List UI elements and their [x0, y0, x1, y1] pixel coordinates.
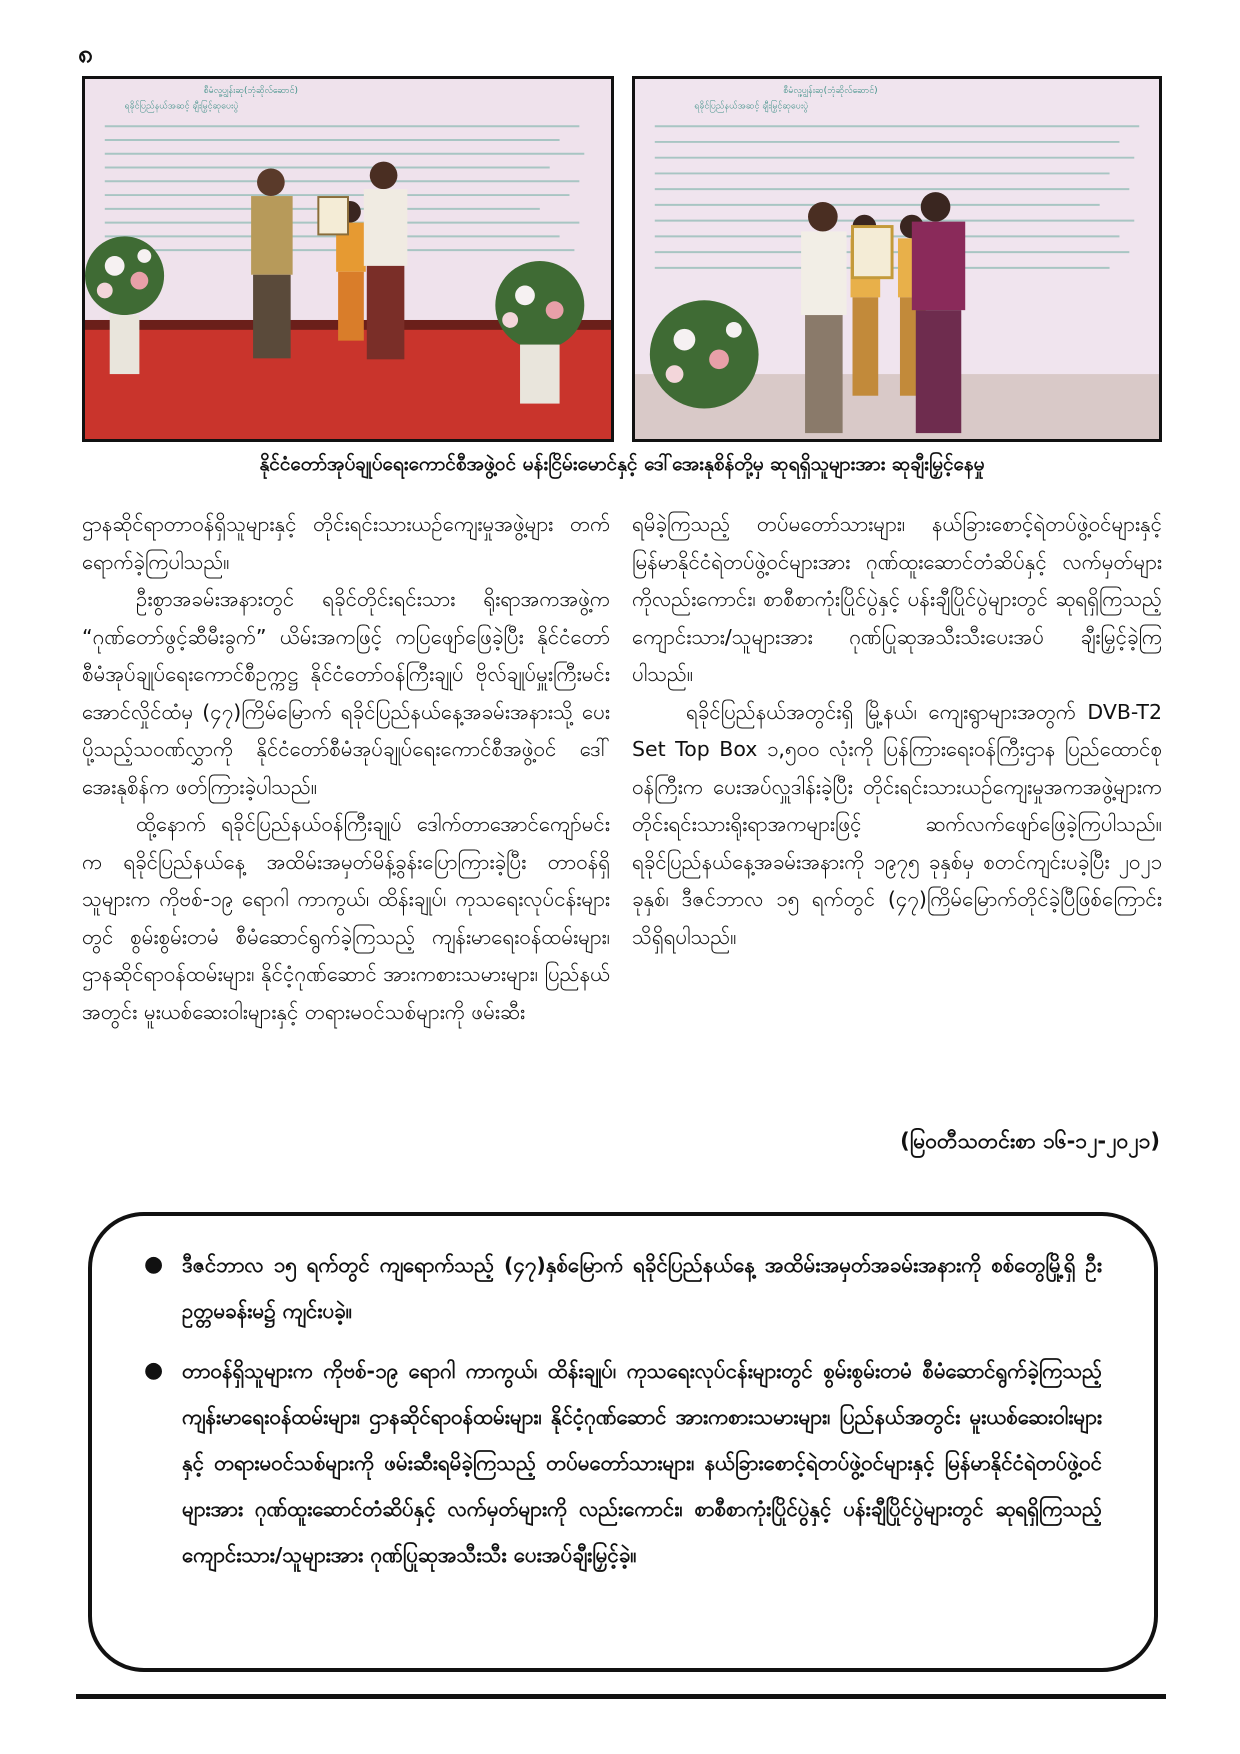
summary-text: တာဝန်ရှိသူများက ကိုဗစ်-၁၉ ရောဂါ ကာကွယ်၊ ထိန်းချုပ်၊ ကုသရေးလုပ်ငန်းများတွင် စွမ်းစွမ်းတမံ စီမံဆောင်ရွက်ခဲ့ကြသည့် ကျန်းမာရေးဝန်ထမ်းများ၊ ဌာနဆိုင်ရာဝန်ထမ်းများ၊ နိုင်ငံ့ဂုဏ်ဆောင် အားကစားသမားများ၊ ပြည်နယ်အတွင်း မူးယစ်ဆေးဝါးများနှင့် တရားမဝင်သစ်များကို ဖမ်းဆီးရမိခဲ့ကြသည့် တပ်မတော်သားများ၊ နယ်ခြားစောင့်ရဲတပ်ဖွဲ့ဝင်များနှင့် မြန်မာနိုင်ငံရဲတပ်ဖွဲ့ဝင်များအား ဂုဏ်ထူးဆောင်တံဆိပ်နှင့် လက်မှတ်များကို လည်းကောင်း၊ စာစီစာကုံးပြိုင်ပွဲနှင့် ပန်းချီပြိုင်ပွဲများတွင် ဆုရရှိကြသည့် ကျောင်းသား/သူများအား ဂုဏ်ပြုဆုအသီးသီး ပေးအပ်ချီးမြှင့်ခဲ့။	[182, 1359, 1102, 1567]
paragraph: ထို့နောက် ရခိုင်ပြည်နယ်ဝန်ကြီးချုပ် ဒေါက်တာအောင်ကျော်မင်းက ရခိုင်ပြည်နယ်နေ့ အထိမ်းအမှတ်မိန့်ခွန်းပြောကြားခဲ့ပြီး တာဝန်ရှိသူများက ကိုဗစ်-၁၉ ရောဂါ ကာကွယ်၊ ထိန်းချုပ်၊ ကုသရေးလုပ်ငန်းများတွင် စွမ်းစွမ်းတမံ စီမံဆောင်ရွက်ခဲ့ကြသည့် ကျန်းမာရေးဝန်ထမ်းများ၊ ဌာနဆိုင်ရာဝန်ထမ်းများ၊ နိုင်ငံ့ဂုဏ်ဆောင် အားကစားသမားများ၊ ပြည်နယ်အတွင်း မူးယစ်ဆေးဝါးများနှင့် တရားမဝင်သစ်များကို ဖမ်းဆီး	[82, 812, 610, 1024]
person-left	[251, 169, 293, 359]
flower-arrangement-left	[650, 300, 759, 408]
summary-box	[88, 1212, 1158, 1672]
award-photo-left	[82, 76, 614, 442]
paragraph: ဌာနဆိုင်ရာတာဝန်ရှိသူများနှင့် တိုင်းရင်းသားယဉ်ကျေးမှုအဖွဲ့များ တက်ရောက်ခဲ့ကြပါသည်။	[82, 512, 610, 574]
award-photo-left-image	[85, 79, 611, 439]
footer-divider	[76, 1694, 1166, 1699]
summary-item	[144, 1242, 1102, 1334]
screen-heading: စီမံလူ့ပျွန်းဆု(ဘုံဆိုလ်ဆောင်)	[203, 85, 298, 96]
page-number: ၈	[78, 39, 93, 69]
award-photo-right	[632, 76, 1162, 442]
person-right	[912, 192, 965, 433]
certificate	[318, 197, 348, 234]
article-column-left	[82, 506, 610, 1031]
bullet-icon: ●	[144, 1252, 164, 1277]
paragraph: ရခိုင်ပြည်နယ်အတွင်းရှိ မြို့နယ်၊ ကျေးရွာများအတွက် DVB-T2 Set Top Box ၁,၅၀၀ လုံးကို ပြန်ကြားရေးဝန်ကြီးဌာန ပြည်ထောင်စုဝန်ကြီးက ပေးအပ်လှူဒါန်းခဲ့ပြီး တိုင်းရင်းသားယဉ်ကျေးမှုအကအဖွဲ့များက တိုင်းရင်းသားရိုးရာအကများဖြင့် ဆက်လက်ဖျော်ဖြေခဲ့ကြပါသည်။ ရခိုင်ပြည်နယ်နေ့အခမ်းအနားကို ၁၉၇၅ ခုနှစ်မှ စတင်ကျင်းပခဲ့ပြီး ၂၀၂၁ ခုနှစ်၊ ဒီဇင်ဘာလ ၁၅ ရက်တွင် (၄၇)ကြိမ်မြောက်တိုင်ခဲ့ပြီဖြစ်ကြောင်း သိရှိရပါသည်။	[632, 699, 1162, 949]
person-left	[801, 202, 846, 433]
paragraph: ဦးစွာအခမ်းအနားတွင် ရခိုင်တိုင်းရင်းသား ရိုးရာအကအဖွဲ့က “ဂုဏ်တော်ဖွင့်ဆီမီးခွက်” ယိမ်းအကဖြင့် ကပြဖျော်ဖြေခဲ့ပြီး နိုင်ငံတော်စီမံအုပ်ချုပ်ရေးကောင်စီဥက္ကဋ္ဌ နိုင်ငံတော်ဝန်ကြီးချုပ် ဗိုလ်ချုပ်မှူးကြီးမင်းအောင်လှိုင်ထံမှ (၄၇)ကြိမ်မြောက် ရခိုင်ပြည်နယ်နေ့အခမ်းအနားသို့ ပေးပို့သည့်သဝဏ်လွှာကို နိုင်ငံတော်စီမံအုပ်ချုပ်ရေးကောင်စီအဖွဲ့ဝင် ဒေါ်အေးနုစိန်က ဖတ်ကြားခဲ့ပါသည်။	[82, 587, 610, 799]
article-column-right	[632, 506, 1162, 956]
summary-item	[144, 1348, 1102, 1578]
screen-heading: စီမံလူ့ပျွန်းဆု(ဘုံဆိုလ်ဆောင်)	[783, 85, 878, 96]
bullet-icon: ●	[144, 1358, 164, 1383]
screen-subheading: ရခိုင်ပြည်နယ်အဆင့် ချီးမြှင့်ဆုပေးပွဲ	[694, 101, 809, 112]
paragraph: ရမိခဲ့ကြသည့် တပ်မတော်သားများ၊ နယ်ခြားစောင့်ရဲတပ်ဖွဲ့ဝင်များနှင့် မြန်မာနိုင်ငံရဲတပ်ဖွဲ့ဝင်များအား ဂုဏ်ထူးဆောင်တံဆိပ်နှင့် လက်မှတ်များကိုလည်းကောင်း၊ စာစီစာကုံးပြိုင်ပွဲနှင့် ပန်းချီပြိုင်ပွဲများတွင် ဆုရရှိကြသည့်ကျောင်းသား/သူများအား ဂုဏ်ပြုဆုအသီးသီးပေးအပ် ချီးမြှင့်ခဲ့ကြပါသည်။	[632, 512, 1162, 686]
screen-subheading: ရခိုင်ပြည်နယ်အဆင့် ချီးမြှင့်ဆုပေးပွဲ	[124, 101, 239, 112]
summary-text: ဒီဇင်ဘာလ ၁၅ ရက်တွင် ကျရောက်သည့် (၄၇)နှစ်မြောက် ရခိုင်ပြည်နယ်နေ့ အထိမ်းအမှတ်အခမ်းအနားကို စစ်တွေမြို့ရှိ ဦးဥတ္တမခန်းမ၌ ကျင်းပခဲ့။	[182, 1253, 1102, 1323]
person-right	[364, 162, 408, 360]
certificate	[853, 227, 893, 278]
summary-list	[144, 1242, 1102, 1578]
photo-caption: နိုင်ငံတော်အုပ်ချုပ်ရေးကောင်စီအဖွဲ့ဝင် မန်းငြိမ်းမောင်နှင့် ဒေါ်အေးနုစိန်တို့မှ ဆုရရှိသူများအား ဆုချီးမြှင့်နေမှု	[259, 453, 985, 475]
source-citation: (မြဝတီသတင်းစာ ၁၆-၁၂-၂၀၂၁)	[900, 1129, 1160, 1153]
award-photo-right-image	[635, 79, 1159, 439]
